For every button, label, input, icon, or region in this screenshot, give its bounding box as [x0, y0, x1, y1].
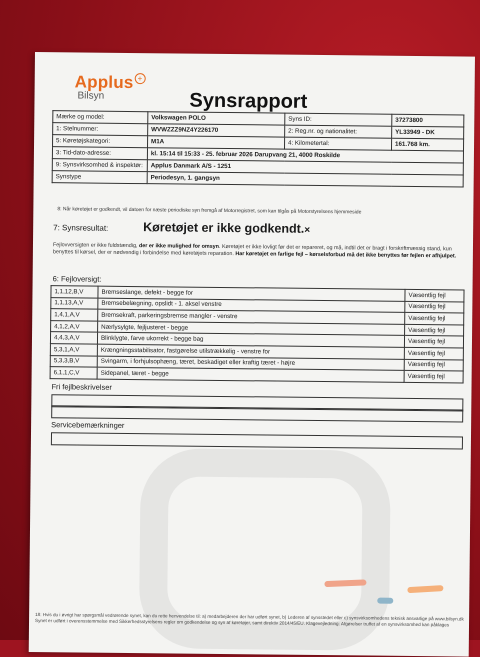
paragraph-text: . Køretøjet er ikke lovligt før det er repareret, og må, indtil det er bragt i forskriftmæssig stand, kun benyttes til kørsel, der er nødvendig i forbindelse med køretøjets reparation. — [52, 243, 452, 258]
fault-description: Blinklygte, farve ukorrekt - begge bag — [97, 333, 404, 348]
result-value: Køretøjet er ikke godkendt. — [143, 220, 305, 236]
info-value: Periodesyn, 1. gangsyn — [147, 172, 463, 187]
info-value: WVWZZZ9NZ4Y226170 — [148, 124, 285, 137]
info-label: 3: Tid-dato-adresse: — [52, 147, 147, 160]
vehicle-info-table — [52, 110, 465, 187]
info-value: Applus Danmark A/S - 1251 — [147, 160, 463, 175]
info-value: Volkswagen POLO — [148, 112, 285, 125]
info-value: 37273800 — [392, 114, 464, 127]
fault-severity: Væsentlig fejl — [405, 301, 464, 313]
info-label: Syns ID: — [285, 113, 392, 126]
fault-severity: Væsentlig fejl — [405, 313, 464, 325]
fault-description: Bremsebelægning, opslidt - 1. aksel venstre — [98, 298, 405, 313]
info-label: Synstype — [52, 171, 147, 184]
fault-description: Sidepanel, tæret - begge — [97, 367, 404, 382]
fault-code: 1,4,1,A,V — [51, 309, 98, 321]
service-remarks-heading: Servicebemærkninger — [51, 420, 125, 430]
fault-code: 5,3,3,B,V — [50, 355, 97, 367]
fault-code: 4,1,2,A,V — [51, 320, 98, 332]
info-value: kl. 15:14 til 15:33 - 25. februar 2026 Darupvang 21, 4000 Roskilde — [147, 148, 463, 163]
info-value: 161.768 km. — [391, 138, 463, 151]
logo-subtitle: Bilsyn — [77, 90, 105, 102]
footer-text: 18: Hvis du i øvrigt har spørgsmål vedrørende synet, kan du rette henvendelse til: a) medarbejderen der har udført synet, b) Lederen af synsstedet eller c) synsvirksomhedens teknisk ansvarlige på www.bilsyn.dk Synet er udført i overensstemmelse med Sikkerhedsstyrelsens regler om godkendelse og syn af køretøjer, samt direktiv 2014/45/EU. Klagevejledning: Afgørelser truffet af en synsvirksomhed kan påklages — [35, 612, 464, 628]
service-remarks-box — [51, 432, 463, 449]
paragraph-text: Fejlovversigten er ikke fuldstændig, — [52, 242, 140, 250]
result-text — [143, 220, 310, 236]
decorative-stripe — [377, 598, 393, 604]
page-title: Synsrapport — [189, 89, 308, 113]
plus-icon: + — [134, 73, 145, 84]
fault-code: 1,1,12,B,V — [51, 286, 98, 298]
info-value: M1A — [148, 136, 285, 149]
fault-severity: Væsentlig fejl — [405, 324, 464, 336]
free-fault-descriptions-heading: Fri fejlbeskrivelser — [51, 382, 112, 392]
decorative-stripe — [407, 585, 443, 593]
fault-description: Bremseslange, defekt - begge for — [98, 286, 405, 301]
applus-logo — [74, 72, 145, 102]
result-label: 7: Synsresultat: — [53, 223, 109, 233]
info-label: 2: Reg.nr. og nationalitet: — [285, 125, 392, 138]
info-label: 4: Kilometertal: — [284, 137, 391, 150]
faults-table — [50, 285, 465, 383]
cross-mark-icon: × — [304, 224, 311, 236]
fault-code: 6,1,1,C,V — [50, 367, 97, 379]
info-label: Mærke og model: — [53, 111, 148, 124]
registration-note: 8: Når køretøjet er godkendt, vil datoen for næste periodiske syn fremgå af Motorregistret, som kan tilgås på Motorstyrelsens hjemmeside — [57, 206, 362, 216]
fault-code: 4,4,3,A,V — [50, 332, 97, 344]
fault-severity: Væsentlig fejl — [404, 371, 463, 383]
faults-heading: 6: Fejloversigt: — [52, 274, 102, 284]
info-label: 9: Synsvirksomhed & inspektør: — [52, 159, 147, 172]
fault-severity: Væsentlig fejl — [404, 336, 463, 348]
fault-severity: Væsentlig fejl — [404, 347, 463, 359]
fault-description: Nærlysylgte, fejljusteret - begge — [98, 321, 405, 336]
fault-severity: Væsentlig fejl — [405, 289, 464, 301]
fault-code: 5,3,1,A,V — [50, 344, 97, 356]
fault-description: Bremsekraft, parkeringsbremse mangler - venstre — [98, 309, 405, 324]
fault-overview-paragraph — [53, 242, 461, 261]
logo-name: Applus — [74, 72, 134, 93]
paragraph-bold: Har køretøjet en farlige fejl – kørselsforbud må det ikke benyttes før fejlen er afhjulpet. — [235, 251, 457, 260]
fault-description: Krængningsstabilisator, fastgørelse utilstrækkelig - venstre for — [97, 344, 404, 359]
info-label: 5: Køretøjskategori: — [53, 135, 148, 148]
info-label: 1: Stelnummer: — [53, 123, 148, 136]
inspection-result — [53, 217, 463, 243]
fault-severity: Væsentlig fejl — [404, 359, 463, 371]
inspection-report-paper — [29, 52, 475, 657]
info-value: YL33949 - DK — [392, 126, 464, 139]
fault-description: Svingarm, i forhjulsophæng, tæret, beskadiget eller kraftig tæret - højre — [97, 356, 404, 371]
paragraph-bold: der er ikke mulighed for omsyn — [138, 243, 219, 250]
fault-code: 1,1,13,A,V — [51, 297, 98, 309]
